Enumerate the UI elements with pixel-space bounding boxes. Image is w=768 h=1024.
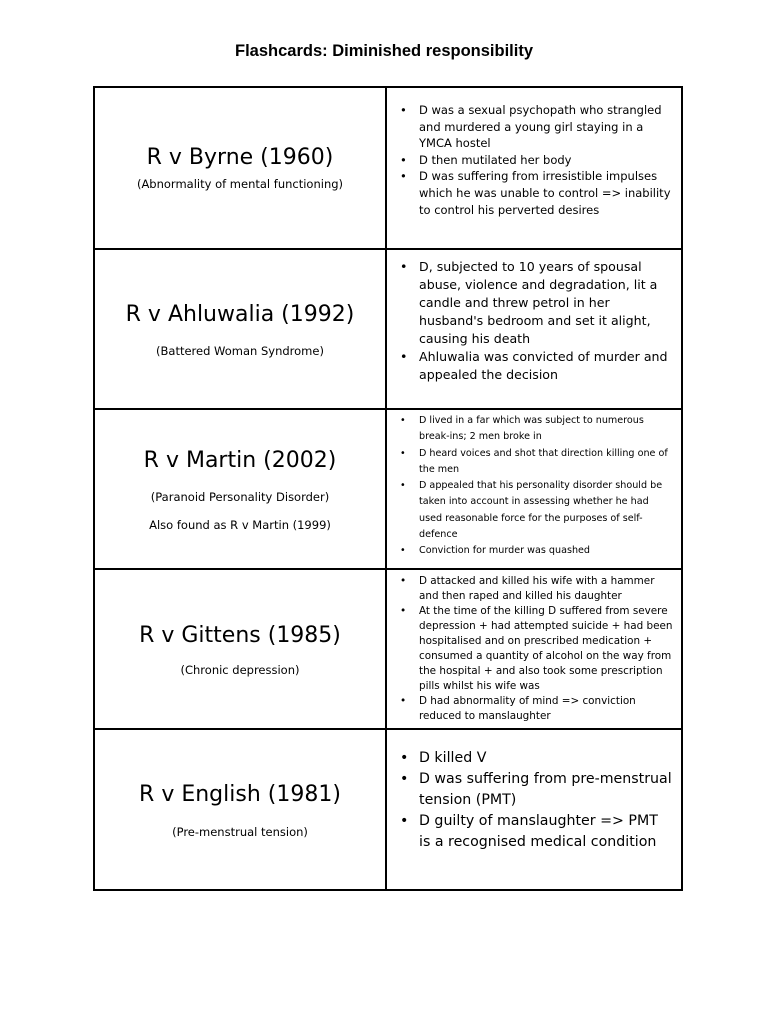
flashcard-gittens xyxy=(95,568,681,730)
case-name: R v English (1981) xyxy=(139,782,341,808)
page-title: Flashcards: Diminished responsibility xyxy=(235,42,533,60)
flashcard-martin xyxy=(95,408,681,570)
bullet-point: • D killed V xyxy=(419,748,673,769)
bullet-point: • D was suffering from pre-menstrual tension (PMT) xyxy=(419,769,673,811)
case-subtitle: (Paranoid Personality Disorder) xyxy=(150,490,330,505)
bullet-point: • Conviction for murder was quashed xyxy=(419,543,673,559)
bullet-point: • D lived in a far which was subject to numerous break-ins; 2 men broke in xyxy=(419,413,673,446)
case-subtitle: (Abnormality of mental functioning) xyxy=(136,177,344,192)
case-note: Also found as R v Martin (1999) xyxy=(149,518,331,533)
flashcard-byrne xyxy=(95,88,681,248)
flashcard-table xyxy=(93,86,683,891)
case-cell xyxy=(95,570,387,730)
bullet-list xyxy=(397,258,673,384)
case-name: R v Gittens (1985) xyxy=(139,622,341,648)
bullet-point: • D heard voices and shot that direction killing one of the men xyxy=(419,446,673,479)
bullet-point: • D was a sexual psychopath who strangled and murdered a young girl staying in a YMCA hostel xyxy=(419,102,673,152)
flashcard-ahluwalia xyxy=(95,248,681,410)
points-cell xyxy=(387,88,681,248)
bullet-list xyxy=(397,574,673,724)
bullet-point: • D had abnormality of mind => conviction reduced to manslaughter xyxy=(419,694,673,724)
bullet-point: • D appealed that his personality disorder should be taken into account in assessing whether he had used reasonable force for the purposes of self-defence xyxy=(419,478,673,543)
bullet-list xyxy=(397,102,673,218)
bullet-point: • D, subjected to 10 years of spousal abuse, violence and degradation, lit a candle and threw petrol in her husband's bedroom and set it alight, causing his death xyxy=(419,258,673,348)
points-cell xyxy=(387,570,681,730)
case-cell xyxy=(95,410,387,570)
bullet-list xyxy=(397,413,673,560)
case-subtitle: (Chronic depression) xyxy=(180,663,300,678)
points-cell xyxy=(387,250,681,410)
case-subtitle: (Battered Woman Syndrome) xyxy=(156,344,324,359)
bullet-point: • D then mutilated her body xyxy=(419,152,673,169)
case-cell xyxy=(95,88,387,248)
bullet-point: • D attacked and killed his wife with a hammer and then raped and killed his daughter xyxy=(419,574,673,604)
case-name: R v Ahluwalia (1992) xyxy=(125,301,355,327)
bullet-point: • D was suffering from irresistible impulses which he was unable to control => inability to control his perverted desires xyxy=(419,168,673,218)
case-name: R v Martin (2002) xyxy=(143,447,337,473)
case-name: R v Byrne (1960) xyxy=(146,144,334,170)
case-cell xyxy=(95,730,387,891)
case-subtitle: (Pre-menstrual tension) xyxy=(172,824,308,839)
bullet-list xyxy=(397,748,673,853)
points-cell xyxy=(387,730,681,891)
bullet-point: • D guilty of manslaughter => PMT is a recognised medical condition xyxy=(419,811,673,853)
case-cell xyxy=(95,250,387,410)
bullet-point: • At the time of the killing D suffered from severe depression + had attempted suicide + had been hospitalised and on prescribed medication + consumed a quantity of alcohol on the way from the hospital + and also took some prescription pills whilst his wife was xyxy=(419,604,673,694)
points-cell xyxy=(387,410,681,570)
flashcard-english xyxy=(95,728,681,891)
bullet-point: • Ahluwalia was convicted of murder and appealed the decision xyxy=(419,348,673,384)
